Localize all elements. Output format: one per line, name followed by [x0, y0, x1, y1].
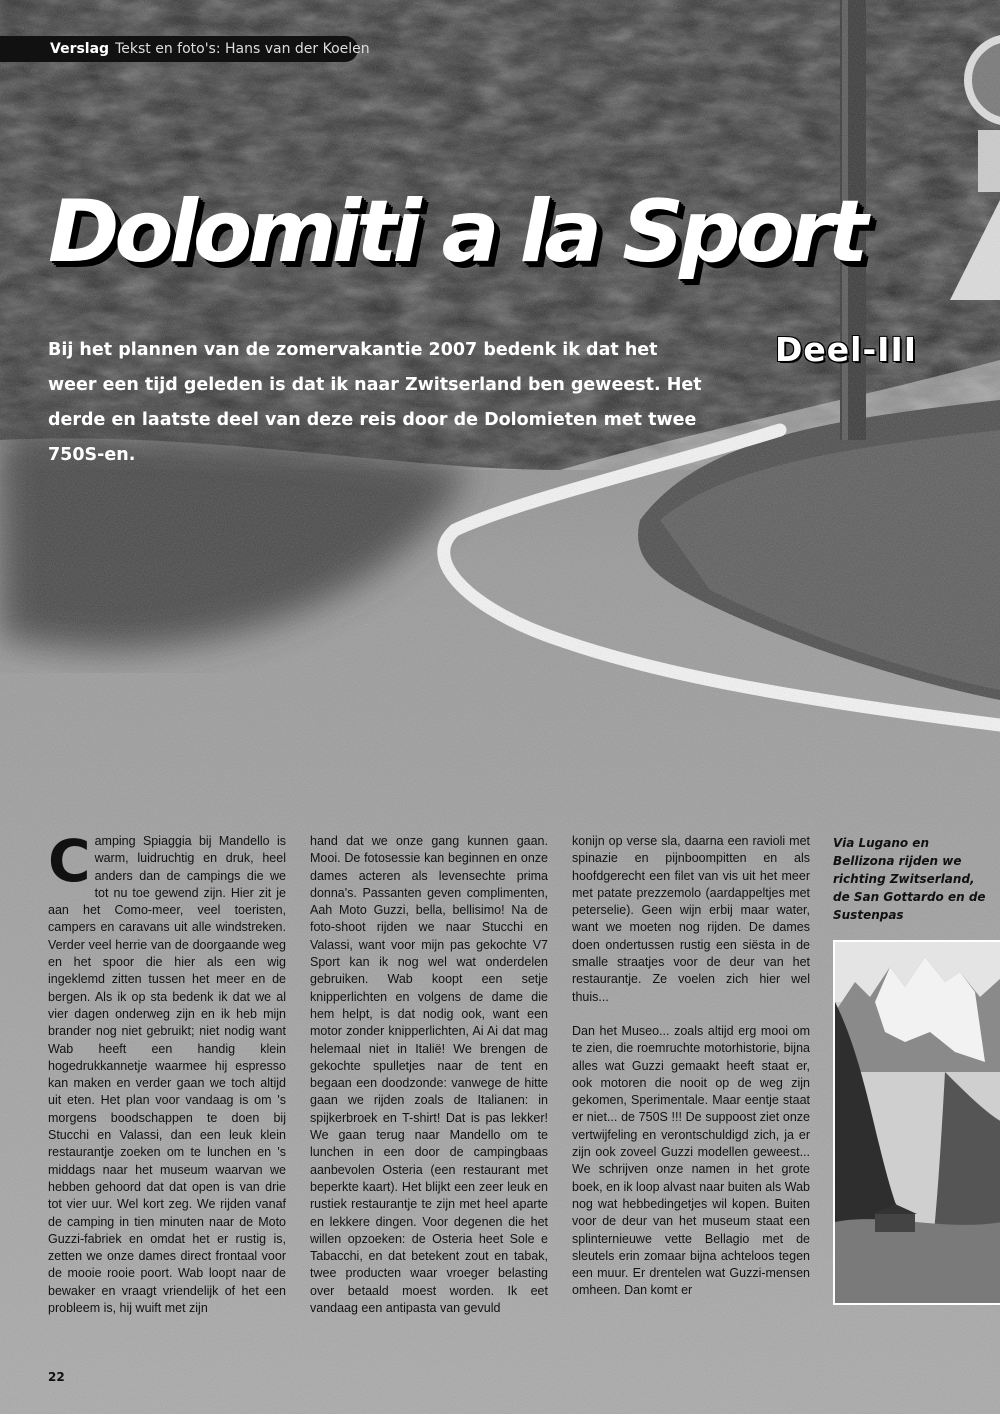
photo-caption: Via Lugano en Bellizona rijden we richting Zwitserland, de San Gottardo en de Sustenpas: [833, 836, 986, 922]
article-intro: Bij het plannen van de zomervakantie 2007 bedenk ik dat het weer een tijd geleden is dat ik naar Zwitserland ben geweest. Het derde en laatste deel van deze reis door de Dolomieten met twee 750S-en.: [48, 340, 702, 465]
column-3-paragraph-1: konijn op verse sla, daarna een ravioli met spinazie en pijnboompitten en als hoofdgerecht een filet van vis uit het meer met patate prezzemolo (aardappeltjes met peterselie). Geen wijn erbij maar water, want we moeten nog rijden. De dames doen ondertussen rustig een siësta in de smalle straatjes voor de deur van het restaurantje. Ze voelen zich hier wel thuis...: [572, 834, 810, 1004]
section-label: Verslag: [50, 41, 110, 57]
column-3-paragraph-2: Dan het Museo... zoals altijd erg mooi om te zien, die roemruchte motorhistorie, bijna alles wat Guzzi gemaakt heeft staat er, ook motoren die nooit op de weg zijn gekomen, Sperimentale. Maar eentje staat er niet... de 750S !!! De suppoost ziet onze vertwijfeling en verontschuldigd zich, ja er zijn ook zoveel Guzzi modellen geweest... We schrijven onze namen in het grote boek, en ik loop alvast naar buiten als Wab nog wat hebbedingetjes wil kopen. Buiten voor de deur van het museum staat een splinternieuwe vette Bellagio met de sleutels erin zomaar bijna achteloos tegen een muur. Er drentelen wat Guzzi-mensen omheen. Dan komt er: [572, 1023, 810, 1298]
section-header: [0, 36, 370, 62]
article-column-2: [310, 833, 548, 1317]
column-2-text: hand dat we onze gang kunnen gaan. Mooi. De fotosessie kan beginnen en onze dames acteren als levensechte prima donna's. Passanten geven complimenten, Aah Moto Guzzi, bella, bellisimo! Na de foto-shoot rijden we naar Stucchi en Valassi, want voor mijn pas gekochte V7 Sport kan ik nog wel wat onderdelen gebruiken. Wab koopt een setje knipperlichten en volgens de dame die hem helpt, is dat nodig ook, want een motor zonder knipperlichten, Ai Ai dat mag helemaal niet in Italië! We brengen de gekochte spulletjes naar de tent en begaan een doodzonde: vanwege de hitte gaan we rijden zoals de Italianen: in spijkerbroek en T-shirt! Dat is pas lekker! We gaan terug naar Mandello om te lunchen in een door de campingbaas aanbevolen Osteria (een restaurant met beperkte kaart). Het blijkt een zeer leuk en rustiek restaurantje te zijn met heel aparte en lekkere dingen. Voor degenen die het willen opzoeken: de Osteria heet Sole e Tabacchi, en dat betekent zout en tabak, twee producten waar vroeger belasting over betaald moest worden. Ik eet vandaag een antipasta van gevuld: [310, 834, 548, 1316]
mountain-landscape-image: [835, 942, 1000, 1305]
author-credit: Tekst en foto's: Hans van der Koelen: [115, 41, 370, 57]
column-1-text: amping Spiaggia bij Mandello is warm, luidruchtig en druk, heel anders dan de campings die we tot nu toe gewend zijn. Hier zit je aan het Como-meer, veel toeristen, campers en caravans uit alle windstreken. Verder veel herrie van de doorgaande weg en het spoor die hier als een wig ingeklemd zitten tussen het meer en de bergen. Als ik op sta bedenk ik dat we al vier dagen onderweg zijn en ik heb mijn brander nog niet gebruikt; niet nodig want Wab heeft een handig klein hogedrukkannetje waarmee hij espresso kan maken en verder gaan we toch altijd uit eten. Het plan voor vandaag is om 's morgens boodschappen te doen bij Stucchi en Valassi, dan een leuk klein restaurantje zoeken om te lunchen en 's middags naar het museum waarvan we hebben gehoord dat dat open is van drie tot vier uur. Wel kort zeg. We rijden vanaf de camping in tien minuten naar de Moto Guzzi-fabriek en omdat het er rustig is, zetten we onze dames direct frontaal voor de mooie rooie poort. Wab loopt naar de bewaker en vraagt vriendelijk of het een probleem is, hij wuift met zijn: [48, 834, 286, 1316]
article-column-3: [572, 833, 810, 1300]
article-subtitle: Deel-III: [775, 330, 917, 369]
mountain-inset-photo: [833, 940, 1000, 1305]
article-column-1: [48, 827, 286, 1317]
article-title: Dolomiti a la Sport: [48, 182, 864, 282]
drop-cap: C: [48, 827, 91, 895]
page-number: 22: [48, 1370, 65, 1384]
